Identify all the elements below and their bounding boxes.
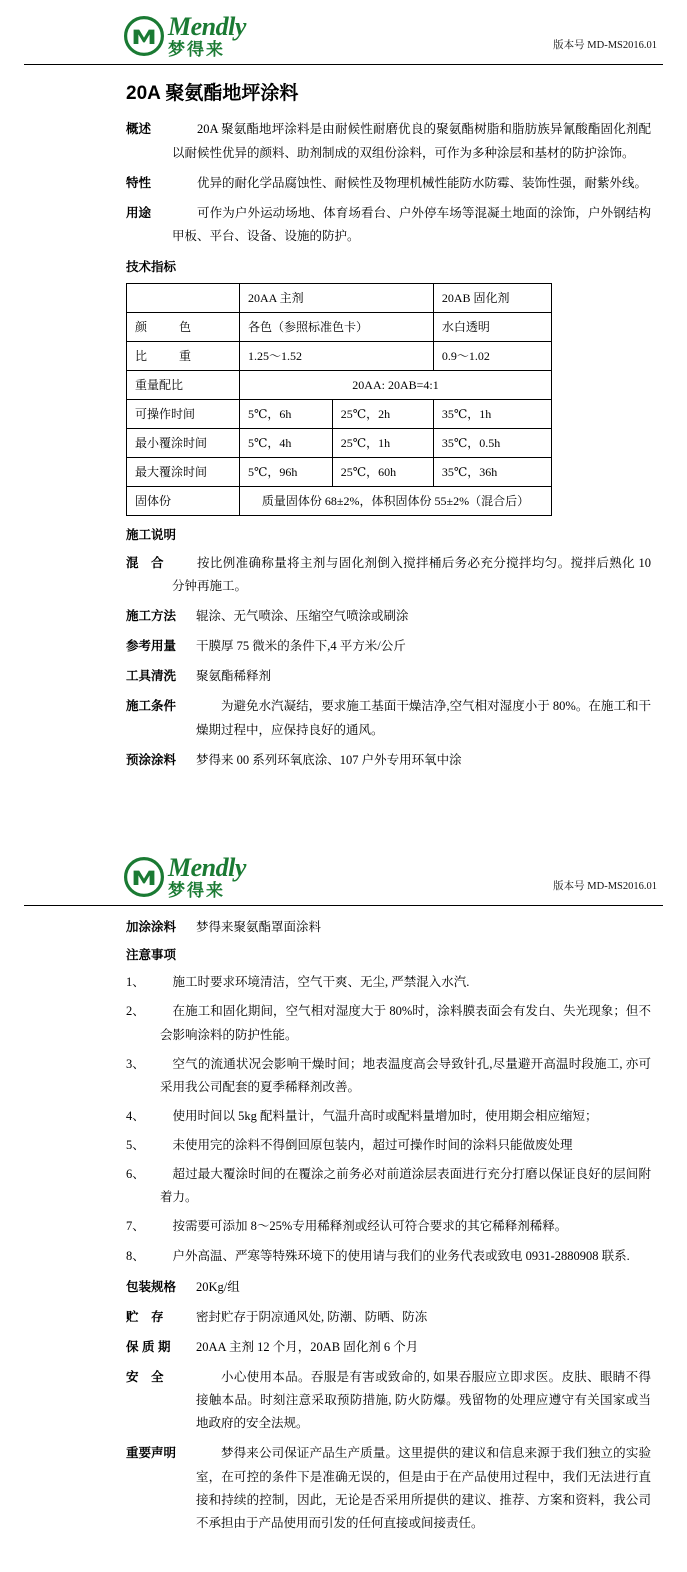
construction-method-text: 辊涂、无气喷涂、压缩空气喷涂或刷涂 bbox=[196, 609, 409, 624]
version-label-1: 版本号 MD-MS2016.01 bbox=[553, 39, 657, 51]
note-text: 户外高温、严寒等特殊环境下的使用请与我们的业务代表或致电 0931-2880908 联系. bbox=[172, 1248, 630, 1263]
section-overview-text: 20A 聚氨酯地坪涂料是由耐候性耐磨优良的聚氨酯树脂和脂肪族异氰酸酯固化剂配以耐候性优异的颜料、助剂制成的双组份涂料，可作为多种涂层和基材的防护涂饰。 bbox=[172, 122, 651, 160]
spec-row-3-cell-1: 25℃，2h bbox=[332, 400, 433, 429]
storage-text: 密封贮存于阴凉通风处, 防潮、防晒、防冻 bbox=[196, 1309, 428, 1324]
construction-cleanup-text: 聚氨酯稀释剂 bbox=[196, 669, 272, 684]
construction-method bbox=[126, 605, 651, 628]
spec-table bbox=[126, 283, 552, 516]
note-text: 使用时间以 5kg 配料量计，气温升高时或配料量增加时，使用期会相应缩短； bbox=[172, 1108, 598, 1123]
construction-mixing-label: 混 合 bbox=[126, 555, 164, 570]
construction-conditions bbox=[126, 695, 651, 741]
list-item bbox=[126, 1163, 651, 1209]
list-item bbox=[126, 971, 651, 994]
section-uses bbox=[126, 202, 651, 248]
construction-primer bbox=[126, 749, 651, 772]
note-number: 5、 bbox=[126, 1138, 145, 1153]
spec-row-0-cell-1: 水白透明 bbox=[433, 313, 551, 342]
table-row bbox=[127, 342, 552, 371]
spec-col-1: 20AA 主剂 bbox=[240, 284, 434, 313]
list-item bbox=[126, 1134, 651, 1157]
spec-row-0-cell-0: 各色（参照标准色卡） bbox=[240, 313, 434, 342]
note-number: 8、 bbox=[126, 1248, 145, 1263]
construction-cleanup-label: 工具清洗 bbox=[126, 669, 177, 684]
brand-name-en: Mendly bbox=[168, 12, 246, 41]
spec-row-1-cell-0: 1.25～1.52 bbox=[240, 342, 434, 371]
spec-row-2-value: 20AA: 20AB=4:1 bbox=[240, 371, 552, 400]
safety-label: 安 全 bbox=[126, 1370, 164, 1385]
brand-logo-text-2 bbox=[168, 852, 246, 900]
section-overview-label: 概述 bbox=[126, 122, 152, 137]
table-row bbox=[127, 313, 552, 342]
spec-row-2-label: 重量配比 bbox=[127, 371, 240, 400]
list-item bbox=[126, 1053, 651, 1099]
packaging-text: 20Kg/组 bbox=[196, 1279, 240, 1294]
note-number: 6、 bbox=[126, 1167, 145, 1182]
list-item bbox=[126, 1245, 651, 1268]
spec-row-4-cell-2: 35℃，0.5h bbox=[433, 429, 551, 458]
notes-title: 注意事项 bbox=[126, 947, 177, 962]
storage-label: 贮 存 bbox=[126, 1309, 164, 1324]
table-row-header bbox=[127, 284, 552, 313]
construction-conditions-label: 施工条件 bbox=[126, 699, 177, 714]
construction-method-label: 施工方法 bbox=[126, 609, 177, 624]
construction-mixing bbox=[126, 552, 651, 598]
brand-name-cn: 梦得来 bbox=[168, 40, 225, 59]
spec-row-5-cell-2: 35℃，36h bbox=[433, 458, 551, 487]
section-features-text: 优异的耐化学品腐蚀性、耐候性及物理机械性能防水防霉、装饰性强，耐紫外线。 bbox=[197, 175, 648, 190]
brand-logo bbox=[124, 14, 246, 58]
construction-mixing-text: 按比例准确称量将主剂与固化剂倒入搅拌桶后务必充分搅拌均匀。搅拌后熟化 10 分钟再施工。 bbox=[172, 555, 651, 593]
brand-name-en: Mendly bbox=[168, 852, 246, 882]
spec-row-4-label: 最小覆涂时间 bbox=[127, 429, 240, 458]
shelf-life-row bbox=[126, 1336, 651, 1359]
note-text: 按需要可添加 8～25%专用稀释剂或经认可符合要求的其它稀释剂稀释。 bbox=[172, 1219, 568, 1234]
spec-row-4-cell-1: 25℃，1h bbox=[332, 429, 433, 458]
construction-cleanup bbox=[126, 665, 651, 688]
page-header-2 bbox=[0, 841, 687, 903]
list-item bbox=[126, 1000, 651, 1046]
disclaimer-row bbox=[126, 1442, 651, 1535]
spec-row-6-label: 固体份 bbox=[127, 487, 240, 516]
safety-text: 小心使用本品。吞服是有害或致命的, 如果吞服应立即求医。皮肤、眼睛不得接触本品。时刻注意采取预防措施, 防火防爆。残留物的处理应遵守有关国家或当地政府的安全法规。 bbox=[196, 1370, 651, 1431]
list-item bbox=[126, 1215, 651, 1238]
shelf-life-label: 保 质 期 bbox=[126, 1339, 171, 1354]
table-row bbox=[127, 400, 552, 429]
safety-row bbox=[126, 1366, 651, 1435]
brand-name-cn: 梦得来 bbox=[168, 880, 225, 900]
note-text: 空气的流通状况会影响干燥时间；地表温度高会导致针孔,尽量避开高温时段施工, 亦可采用我公司配套的夏季稀释剂改善。 bbox=[160, 1056, 651, 1094]
shelf-life-text: 20AA 主剂 12 个月，20AB 固化剂 6 个月 bbox=[196, 1339, 419, 1354]
version-label-2: 版本号 MD-MS2016.01 bbox=[553, 880, 657, 892]
page-title: 20A 聚氨酯地坪涂料 bbox=[126, 83, 299, 104]
page-break-gap bbox=[0, 779, 687, 841]
note-text: 未使用完的涂料不得倒回原包装内，超过可操作时间的涂料只能做废处理 bbox=[172, 1138, 573, 1153]
spec-row-5-label: 最大覆涂时间 bbox=[127, 458, 240, 487]
spec-col-0 bbox=[127, 284, 240, 313]
spec-row-3-cell-2: 35℃，1h bbox=[433, 400, 551, 429]
brand-logo-2 bbox=[124, 852, 246, 900]
spec-row-1-label: 比 重 bbox=[127, 342, 240, 371]
packaging-row bbox=[126, 1276, 651, 1299]
table-row bbox=[127, 487, 552, 516]
spec-row-4-cell-0: 5℃，4h bbox=[240, 429, 333, 458]
header-divider-2 bbox=[24, 905, 663, 906]
page-1-content bbox=[0, 118, 687, 771]
note-number: 7、 bbox=[126, 1219, 145, 1234]
table-row bbox=[127, 371, 552, 400]
storage-row bbox=[126, 1306, 651, 1329]
note-text: 在施工和固化期间，空气相对湿度大于 80%时，涂料膜表面会有发白、失光现象；但不会影响涂料的防护性能。 bbox=[160, 1004, 651, 1042]
spec-row-5-cell-0: 5℃，96h bbox=[240, 458, 333, 487]
section-uses-text: 可作为户外运动场地、体育场看台、户外停车场等混凝土地面的涂饰，户外钢结构甲板、平台、设备、设施的防护。 bbox=[172, 205, 651, 243]
table-row bbox=[127, 458, 552, 487]
section-features-label: 特性 bbox=[126, 175, 152, 190]
disclaimer-text: 梦得来公司保证产品生产质量。这里提供的建议和信息来源于我们独立的实验室，在可控的条件下是准确无误的，但是由于在产品使用过程中，我们无法进行直接和持续的控制，因此，无论是否采用所提供的建议、推荐、方案和资料，我公司不承担由于产品使用而引发的任何直接或间接责任。 bbox=[196, 1446, 651, 1530]
topcoat-text: 梦得来聚氨酯罩面涂料 bbox=[196, 919, 322, 934]
page-2-content bbox=[0, 916, 687, 1535]
construction-title: 施工说明 bbox=[126, 528, 177, 543]
construction-coverage-text: 干膜厚 75 微米的条件下,4 平方米/公斤 bbox=[196, 639, 406, 654]
topcoat-row bbox=[126, 916, 651, 939]
construction-conditions-text: 为避免水汽凝结，要求施工基面干燥洁净,空气相对湿度小于 80%。在施工和干燥期过程中，应保持良好的通风。 bbox=[196, 699, 651, 737]
mendly-logo-icon bbox=[124, 857, 164, 897]
note-text: 超过最大覆涂时间的在覆涂之前务必对前道涂层表面进行充分打磨以保证良好的层间附着力。 bbox=[160, 1167, 651, 1205]
spec-row-3-cell-0: 5℃，6h bbox=[240, 400, 333, 429]
note-text: 施工时要求环境清洁，空气干爽、无尘, 严禁混入水汽. bbox=[172, 975, 470, 990]
construction-coverage bbox=[126, 635, 651, 658]
spec-row-0-label: 颜 色 bbox=[127, 313, 240, 342]
spec-section-title: 技术指标 bbox=[126, 260, 177, 275]
note-number: 1、 bbox=[126, 975, 145, 990]
construction-primer-label: 预涂涂料 bbox=[126, 752, 177, 767]
list-item bbox=[126, 1105, 651, 1128]
section-uses-label: 用途 bbox=[126, 205, 152, 220]
spec-row-3-label: 可操作时间 bbox=[127, 400, 240, 429]
note-number: 4、 bbox=[126, 1108, 145, 1123]
spec-row-6-value: 质量固体份 68±2%，体积固体份 55±2%（混合后） bbox=[240, 487, 552, 516]
section-features bbox=[126, 172, 651, 195]
section-overview bbox=[126, 118, 651, 164]
table-row bbox=[127, 429, 552, 458]
spec-row-1-cell-1: 0.9～1.02 bbox=[433, 342, 551, 371]
spec-col-2: 20AB 固化剂 bbox=[433, 284, 551, 313]
note-number: 2、 bbox=[126, 1004, 145, 1019]
topcoat-label: 加涂涂料 bbox=[126, 919, 177, 934]
spec-row-5-cell-1: 25℃，60h bbox=[332, 458, 433, 487]
construction-primer-text: 梦得来 00 系列环氧底涂、107 户外专用环氧中涂 bbox=[196, 752, 462, 767]
mendly-logo-icon bbox=[124, 16, 164, 56]
header-divider-1 bbox=[24, 64, 663, 65]
brand-logo-text bbox=[168, 14, 246, 58]
packaging-label: 包装规格 bbox=[126, 1279, 177, 1294]
note-number: 3、 bbox=[126, 1056, 145, 1071]
bottom-padding bbox=[0, 1542, 687, 1572]
construction-coverage-label: 参考用量 bbox=[126, 639, 177, 654]
page-header-1 bbox=[0, 0, 687, 62]
disclaimer-label: 重要声明 bbox=[126, 1446, 177, 1461]
